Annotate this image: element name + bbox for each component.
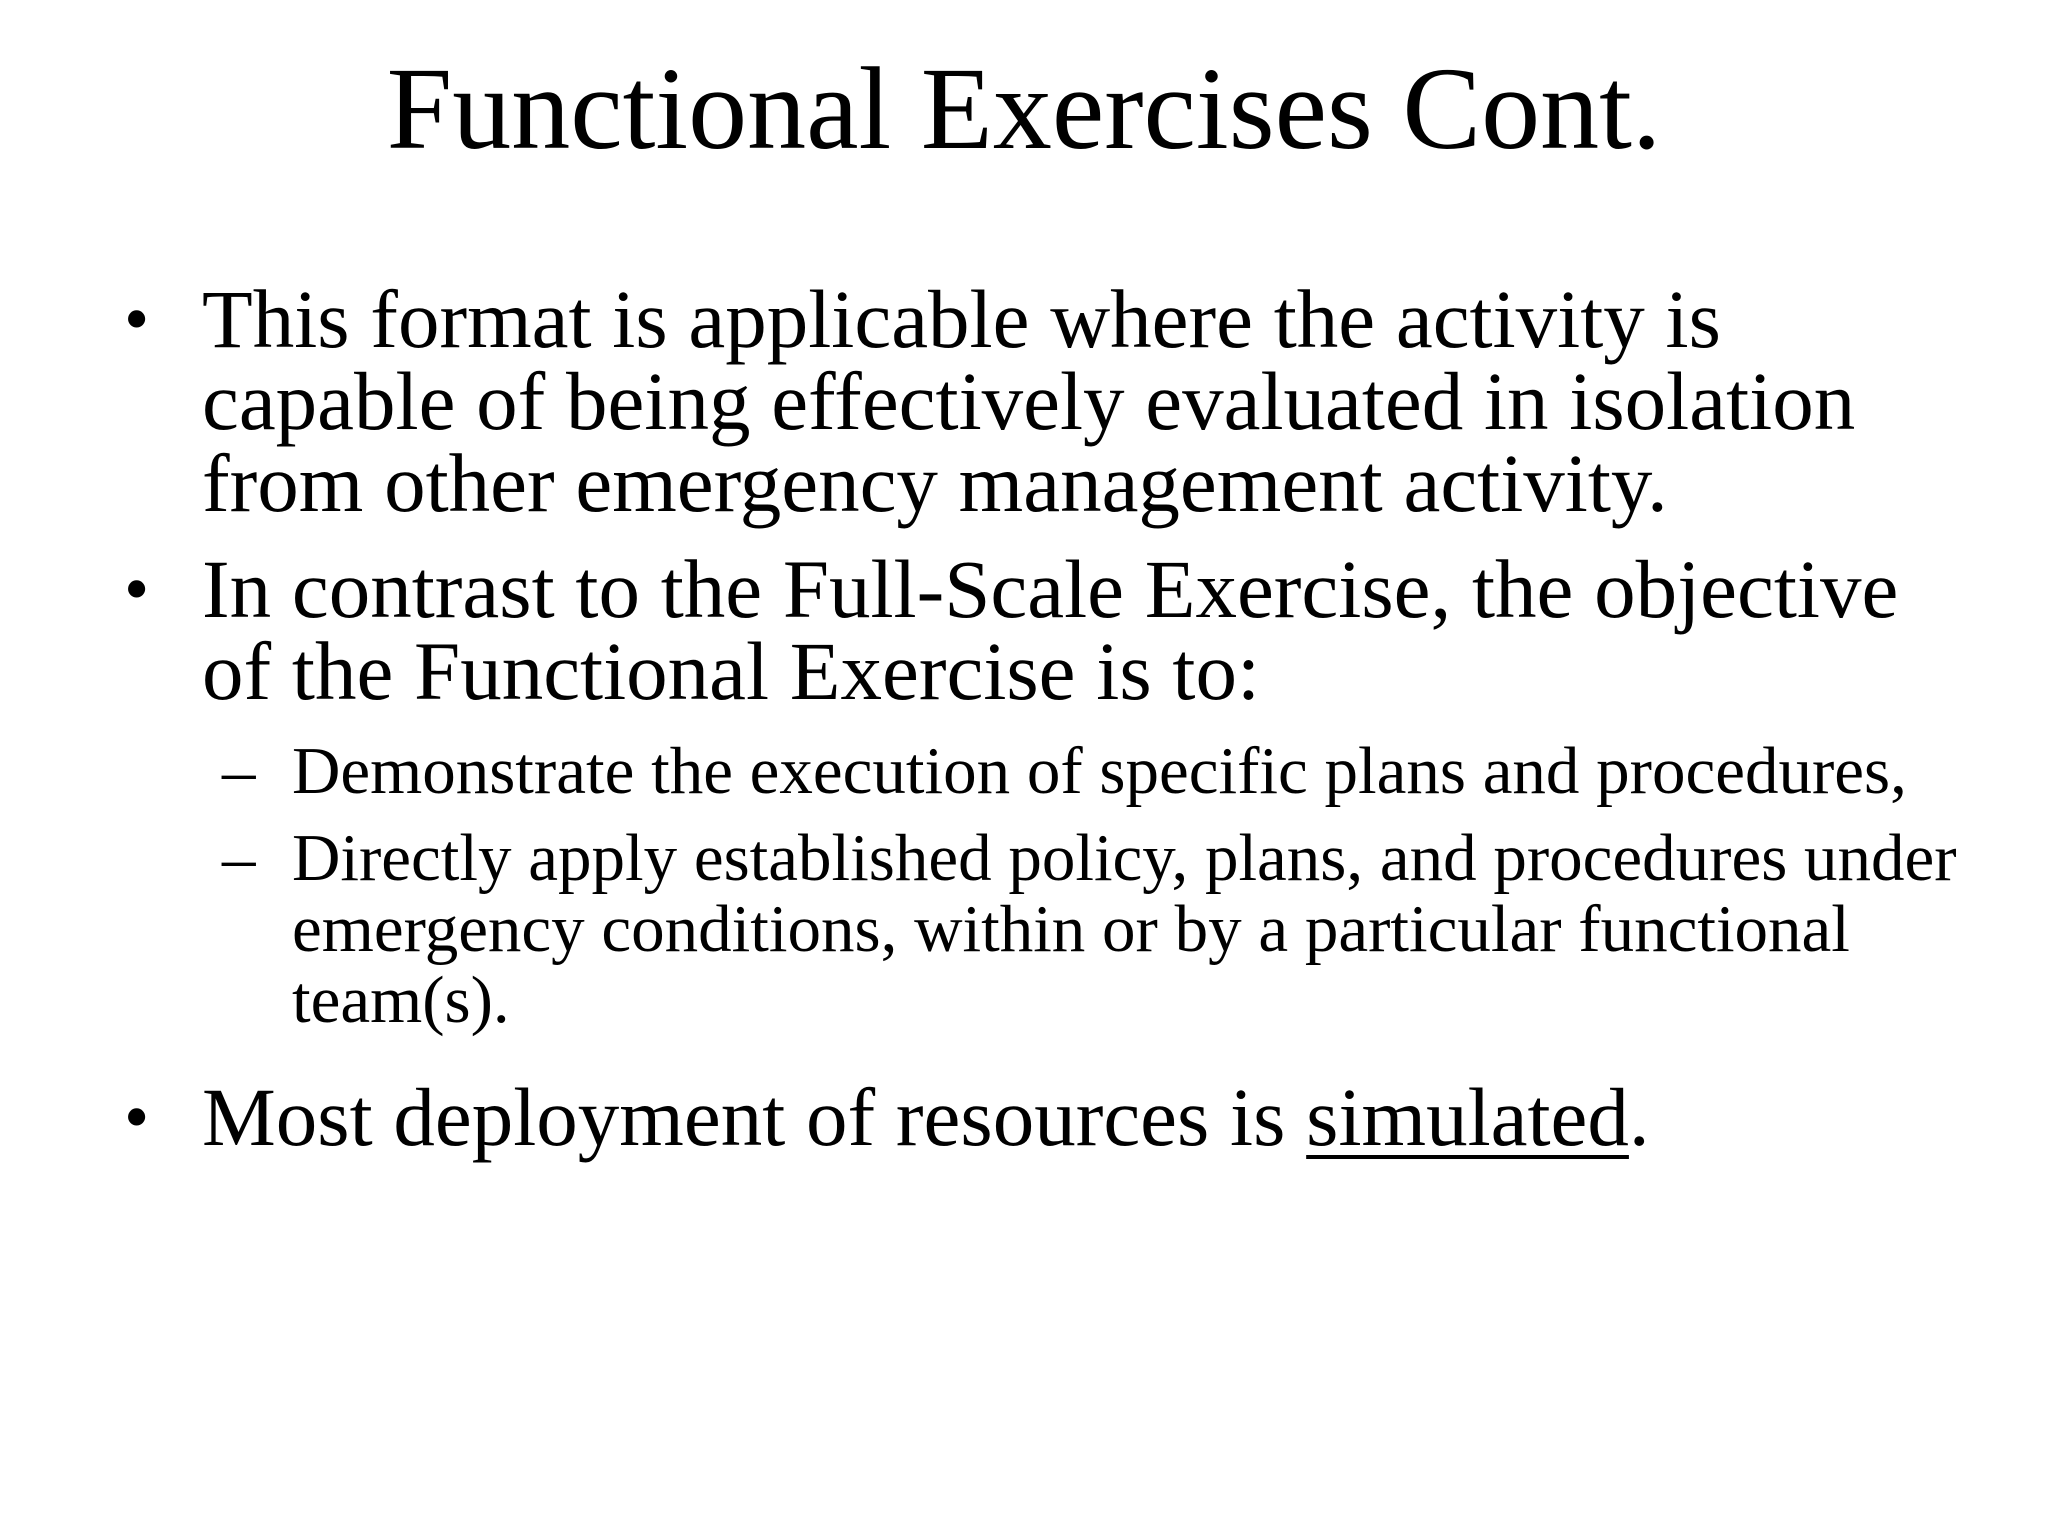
bullet-text: This format is applicable where the activity is capable of being effectively evaluated in isolation from other emergency management activity. bbox=[202, 273, 1856, 529]
sub-bullet-text: Directly apply established policy, plans, and procedures under emergency conditions, within or by a particular functional team(s). bbox=[292, 821, 1957, 1037]
bullet-text-before: Most deployment of resources is bbox=[202, 1071, 1307, 1163]
bullet-marker: • bbox=[124, 549, 150, 629]
sub-bullet-list bbox=[120, 736, 1960, 1036]
bullet-item bbox=[120, 1071, 1960, 1163]
underlined-word: simulated bbox=[1306, 1071, 1629, 1163]
sub-bullet-text: Demonstrate the execution of specific plans and procedures, bbox=[292, 734, 1907, 808]
bullet-marker: • bbox=[124, 1077, 150, 1157]
bullet-item bbox=[120, 543, 1960, 717]
sub-bullet-item bbox=[120, 736, 1960, 807]
slide-body bbox=[120, 273, 1960, 1182]
sub-bullet-item bbox=[120, 823, 1960, 1036]
sub-bullet-marker: – bbox=[222, 821, 256, 895]
bullet-item bbox=[120, 273, 1960, 529]
bullet-text-after: . bbox=[1628, 1071, 1650, 1163]
bullet-text: In contrast to the Full-Scale Exercise, the objective of the Functional Exercise is to: bbox=[202, 543, 1899, 717]
slide-title: Functional Exercises Cont. bbox=[386, 43, 1662, 174]
bullet-marker: • bbox=[124, 279, 150, 359]
sub-bullet-marker: – bbox=[222, 734, 256, 808]
